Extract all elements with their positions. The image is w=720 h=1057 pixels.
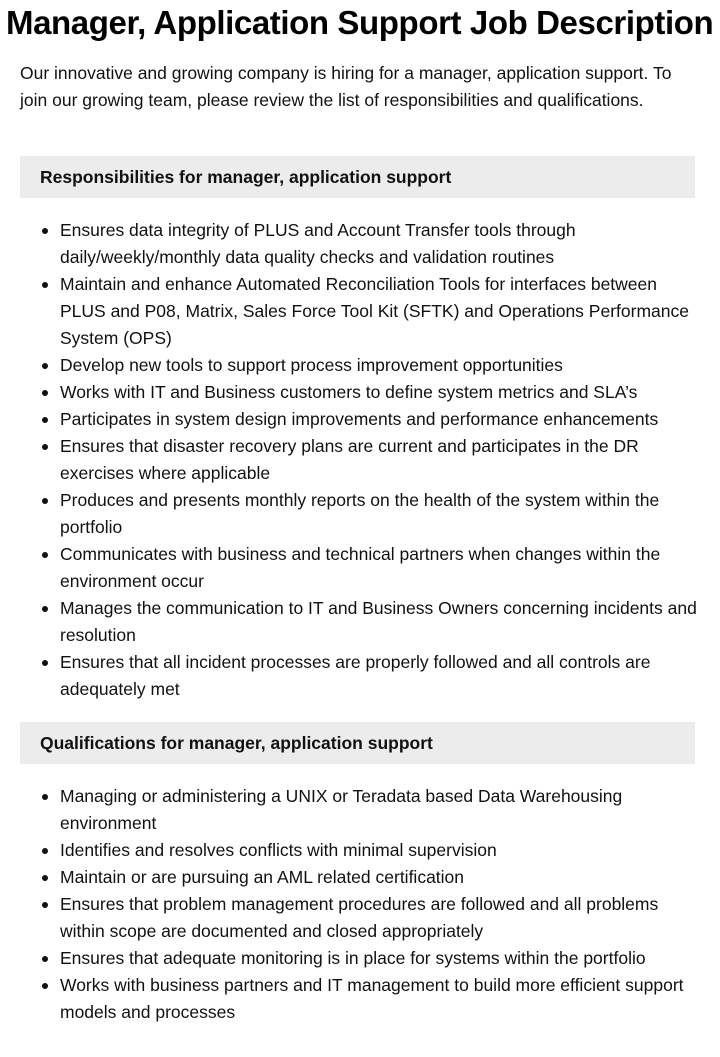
- list-item: Maintain and enhance Automated Reconciliation Tools for interfaces between PLUS and P08, Matrix, Sales Force Tool Kit (SFTK) and Operations Performance System (OPS): [0, 271, 700, 352]
- list-item: Ensures that all incident processes are properly followed and all controls are adequately met: [0, 649, 700, 703]
- list-item: Ensures that disaster recovery plans are current and participates in the DR exercises where applicable: [0, 433, 700, 487]
- qualifications-list: [0, 783, 700, 1026]
- list-item: Maintain or are pursuing an AML related certification: [0, 864, 700, 891]
- list-item: Manages the communication to IT and Business Owners concerning incidents and resolution: [0, 595, 700, 649]
- list-item: Managing or administering a UNIX or Teradata based Data Warehousing environment: [0, 783, 700, 837]
- list-item: Produces and presents monthly reports on the health of the system within the portfolio: [0, 487, 700, 541]
- intro-paragraph: Our innovative and growing company is hiring for a manager, application support. To join our growing team, please review the list of responsibilities and qualifications.: [20, 63, 672, 110]
- qualifications-heading: Qualifications for manager, application support: [20, 722, 695, 764]
- list-item: Ensures data integrity of PLUS and Account Transfer tools through daily/weekly/monthly data quality checks and validation routines: [0, 217, 700, 271]
- page-title: Manager, Application Support Job Description: [6, 4, 714, 41]
- list-item: Ensures that adequate monitoring is in place for systems within the portfolio: [0, 945, 700, 972]
- list-item: Ensures that problem management procedures are followed and all problems within scope are documented and closed appropriately: [0, 891, 700, 945]
- responsibilities-list: [0, 217, 700, 703]
- responsibilities-heading: Responsibilities for manager, application support: [20, 156, 695, 198]
- list-item: Works with IT and Business customers to define system metrics and SLA’s: [0, 379, 700, 406]
- list-item: Develop new tools to support process improvement opportunities: [0, 352, 700, 379]
- list-item: Participates in system design improvements and performance enhancements: [0, 406, 700, 433]
- list-item: Communicates with business and technical partners when changes within the environment occur: [0, 541, 700, 595]
- list-item: Works with business partners and IT management to build more efficient support models and processes: [0, 972, 700, 1026]
- list-item: Identifies and resolves conflicts with minimal supervision: [0, 837, 700, 864]
